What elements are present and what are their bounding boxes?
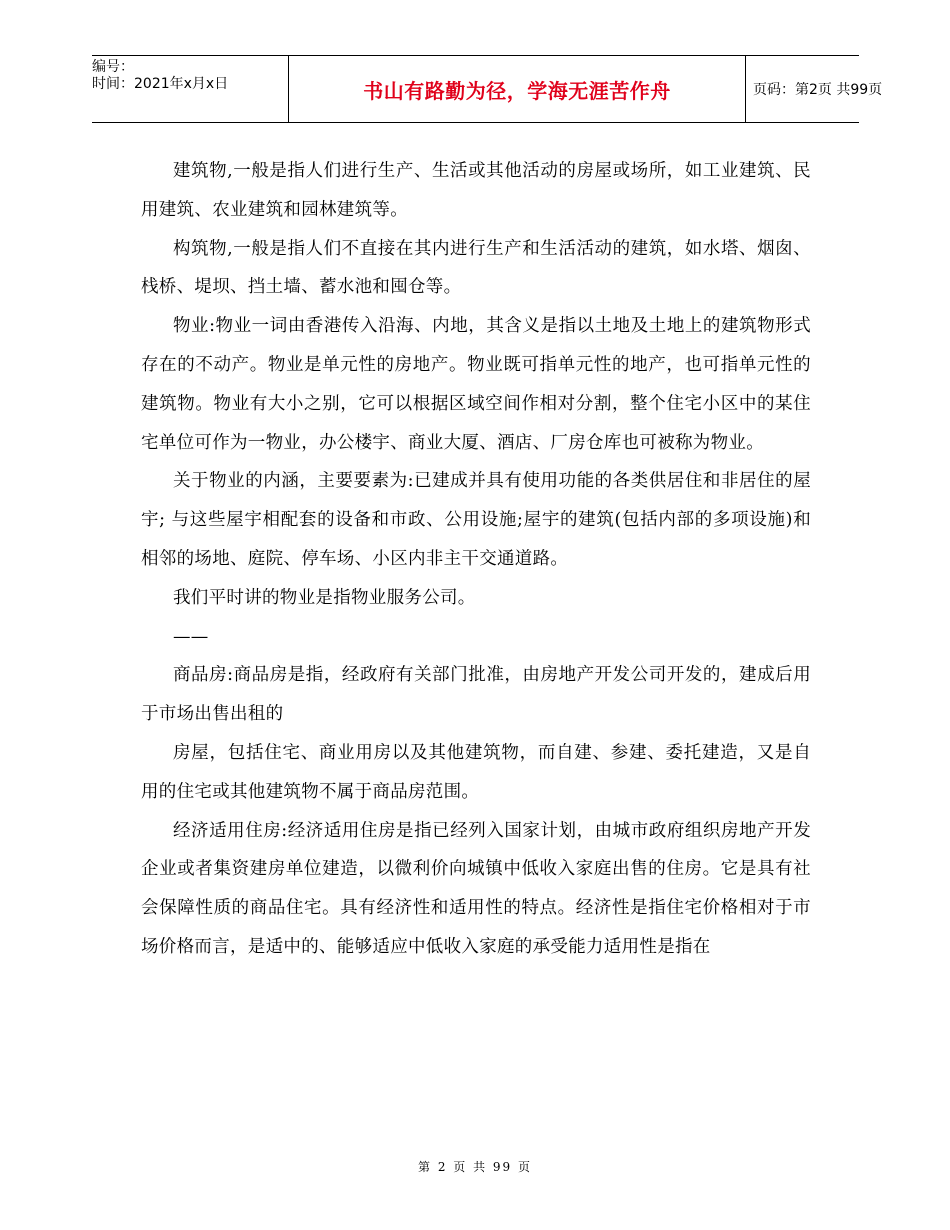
paragraph: 我们平时讲的物业是指物业服务公司。 bbox=[173, 587, 476, 608]
paragraph: 经济适用住房:经济适用住房是指已经列入国家计划，由城市政府组织房地产开发企业或者集资建房单位建造，以微利价向城镇中低收入家庭出售的住房。它是具有社会保障性质的商品住宅。具有经济性和适用性的特点。经济性是指住宅价格相对于市场价格而言，是适中的、能够适应中低收入家庭的承受能力适用性是指在 bbox=[141, 820, 811, 957]
time-label: 时间：2021年x月x日 bbox=[92, 76, 229, 92]
number-label: 编号： bbox=[92, 59, 134, 75]
header-page-cell bbox=[745, 56, 883, 122]
header-motto-cell bbox=[288, 56, 746, 122]
page-label: 页码：第2页 共99页 bbox=[753, 82, 883, 98]
paragraph: 物业:物业一词由香港传入沿海、内地，其含义是指以土地及土地上的建筑物形式存在的不动产。物业是单元性的房地产。物业既可指单元性的地产，也可指单元性的建筑物。物业有大小之别，它可以根据区域空间作相对分割，整个住宅小区中的某住宅单位可作为一物业，办公楼宇、商业大厦、酒店、厂房仓库也可被称为物业。 bbox=[141, 316, 811, 453]
page-header bbox=[92, 55, 883, 123]
separator-dash: —— bbox=[173, 626, 209, 647]
paragraph: 房屋，包括住宅、商业用房以及其他建筑物，而自建、参建、委托建造，又是自用的住宅或其他建筑物不属于商品房范围。 bbox=[141, 742, 811, 802]
document-body bbox=[141, 152, 811, 967]
page-footer: 第 2 页 共 99 页 bbox=[418, 1160, 532, 1174]
paragraph: 关于物业的内涵，主要要素为:已建成并具有使用功能的各类供居住和非居住的屋宇; 与这些屋宇相配套的设备和市政、公用设施;屋宇的建筑(包括内部的多项设施)和相邻的场地、庭院、停车场、小区内非主干交通道路。 bbox=[141, 471, 811, 569]
header-meta bbox=[92, 56, 288, 122]
paragraph: 构筑物,一般是指人们不直接在其内进行生产和生活活动的建筑，如水塔、烟囱、栈桥、堤坝、挡土墙、蓄水池和囤仓等。 bbox=[141, 238, 811, 298]
motto-text: 书山有路勤为径，学海无涯苦作舟 bbox=[363, 78, 671, 103]
paragraph: 商品房:商品房是指，经政府有关部门批准，由房地产开发公司开发的，建成后用于市场出售出租的 bbox=[141, 665, 811, 725]
paragraph: 建筑物,一般是指人们进行生产、生活或其他活动的房屋或场所，如工业建筑、民用建筑、农业建筑和园林建筑等。 bbox=[141, 161, 811, 220]
